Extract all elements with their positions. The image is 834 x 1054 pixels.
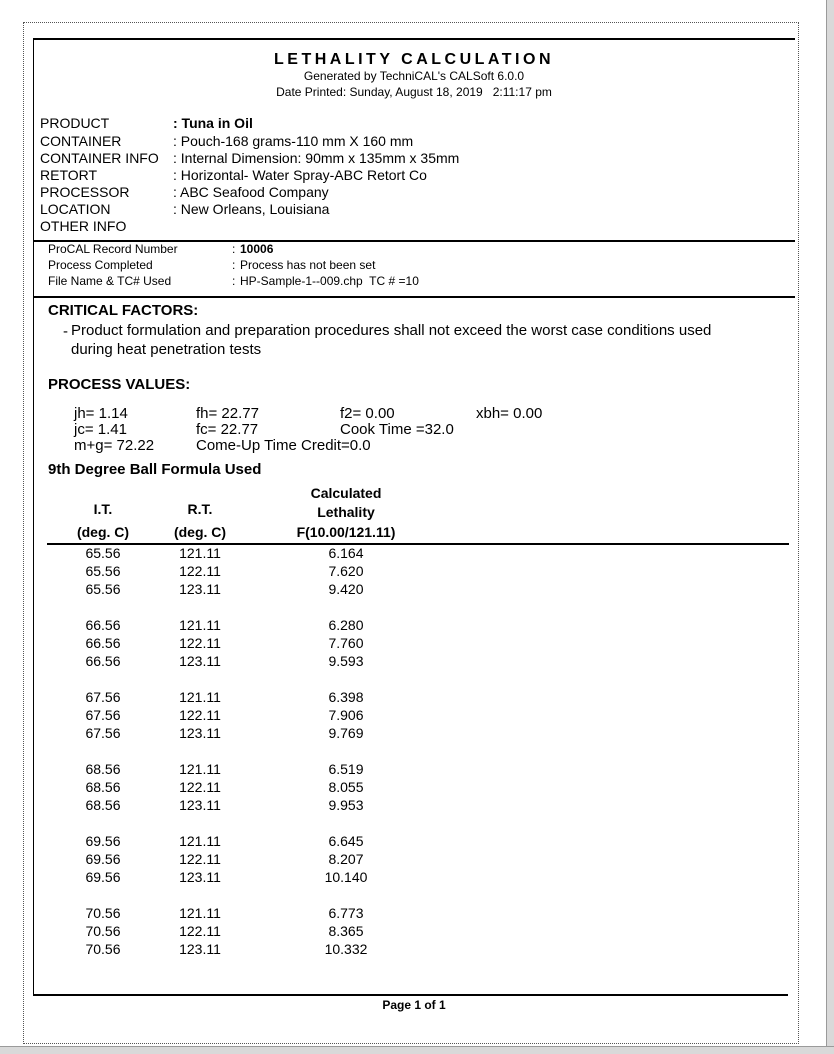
cell-it: 66.56 xyxy=(85,635,121,651)
date-printed: Date Printed: Sunday, August 18, 2019 2:11:17 pm xyxy=(276,85,552,99)
col-lethality-header-2: Lethality xyxy=(317,504,375,520)
label-process-completed: Process Completed xyxy=(48,258,153,272)
cell-rt: 123.11 xyxy=(179,941,221,957)
label-processor: PROCESSOR xyxy=(40,184,130,200)
pv-xbh: xbh= 0.00 xyxy=(476,405,543,422)
cell-it: 69.56 xyxy=(85,833,121,849)
cell-it: 68.56 xyxy=(85,797,121,813)
critical-factor-bullet: - xyxy=(63,323,68,340)
label-file-name: File Name & TC# Used xyxy=(48,274,172,288)
table-row xyxy=(0,580,500,598)
cell-rt: 122.11 xyxy=(179,779,221,795)
cell-it: 66.56 xyxy=(85,653,121,669)
cell-it: 69.56 xyxy=(85,869,121,885)
cell-lethality: 9.420 xyxy=(328,581,364,597)
cell-lethality: 8.365 xyxy=(328,923,364,939)
col-it-header-2: (deg. C) xyxy=(76,524,130,540)
cell-rt: 121.11 xyxy=(179,761,221,777)
pv-mg: m+g= 72.22 xyxy=(74,437,155,454)
value-product: : Tuna in Oil xyxy=(173,115,253,131)
cell-it: 66.56 xyxy=(85,617,121,633)
table-row xyxy=(0,634,500,652)
col-lethality-header-1: Calculated xyxy=(310,485,382,501)
value-file-name: HP-Sample-1--009.chp TC # =10 xyxy=(240,274,419,288)
cell-lethality: 6.519 xyxy=(328,761,364,777)
table-row xyxy=(0,706,500,724)
table-row xyxy=(0,904,500,922)
process-values-heading: PROCESS VALUES: xyxy=(48,376,191,393)
table-row xyxy=(0,616,500,634)
table-row xyxy=(0,796,500,814)
label-container: CONTAINER xyxy=(40,133,122,149)
label-other-info: OTHER INFO xyxy=(40,218,127,234)
cell-rt: 121.11 xyxy=(179,905,221,921)
table-row xyxy=(0,544,500,562)
cell-rt: 123.11 xyxy=(179,869,221,885)
cell-rt: 121.11 xyxy=(179,833,221,849)
table-row xyxy=(0,652,500,670)
cell-it: 68.56 xyxy=(85,761,121,777)
cell-rt: 123.11 xyxy=(179,725,221,741)
cell-rt: 121.11 xyxy=(179,689,221,705)
cell-lethality: 9.769 xyxy=(328,725,364,741)
cell-rt: 121.11 xyxy=(179,617,221,633)
formula-used: 9th Degree Ball Formula Used xyxy=(48,461,262,478)
critical-factors-heading: CRITICAL FACTORS: xyxy=(48,302,199,319)
cell-it: 65.56 xyxy=(85,581,121,597)
critical-factor-line-1: Product formulation and preparation procedures shall not exceed the worst case conditions used xyxy=(71,322,712,339)
cell-rt: 122.11 xyxy=(179,635,221,651)
label-retort: RETORT xyxy=(40,167,98,183)
record-separator xyxy=(33,296,795,298)
table-row xyxy=(0,688,500,706)
cell-lethality: 9.953 xyxy=(328,797,364,813)
value-location: : New Orleans, Louisiana xyxy=(173,201,330,217)
cell-rt: 123.11 xyxy=(179,581,221,597)
col-rt-header-1: R.T. xyxy=(187,501,213,517)
table-row xyxy=(0,868,500,886)
table-row xyxy=(0,778,500,796)
cell-lethality: 9.593 xyxy=(328,653,364,669)
cell-lethality: 6.164 xyxy=(328,545,364,561)
pv-fh: fh= 22.77 xyxy=(196,405,259,422)
value-process-completed: Process has not been set xyxy=(240,258,376,272)
cell-rt: 122.11 xyxy=(179,923,221,939)
col-it-header-1: I.T. xyxy=(93,501,113,517)
cell-it: 68.56 xyxy=(85,779,121,795)
value-processor: : ABC Seafood Company xyxy=(173,184,329,200)
cell-rt: 122.11 xyxy=(179,563,221,579)
table-row xyxy=(0,562,500,580)
cell-lethality: 7.620 xyxy=(328,563,364,579)
col-rt-header-2: (deg. C) xyxy=(173,524,227,540)
pv-come-up-time: Come-Up Time Credit=0.0 xyxy=(196,437,371,454)
pv-jh: jh= 1.14 xyxy=(74,405,128,422)
cell-it: 67.56 xyxy=(85,725,121,741)
cell-lethality: 6.398 xyxy=(328,689,364,705)
table-row xyxy=(0,940,500,958)
label-record-number: ProCAL Record Number xyxy=(48,242,178,256)
cell-lethality: 6.645 xyxy=(328,833,364,849)
cell-rt: 121.11 xyxy=(179,545,221,561)
cell-lethality: 6.773 xyxy=(328,905,364,921)
colon-file-name: : xyxy=(232,274,236,288)
label-product: PRODUCT xyxy=(40,115,110,131)
cell-lethality: 10.140 xyxy=(324,869,368,885)
colon-record-number: : xyxy=(232,242,236,256)
cell-rt: 122.11 xyxy=(179,707,221,723)
table-row xyxy=(0,850,500,868)
pv-cook-time: Cook Time =32.0 xyxy=(340,421,454,438)
cell-lethality: 8.207 xyxy=(328,851,364,867)
cell-it: 67.56 xyxy=(85,707,121,723)
value-container-info: : Internal Dimension: 90mm x 135mm x 35mm xyxy=(173,150,460,166)
cell-lethality: 10.332 xyxy=(324,941,368,957)
cell-lethality: 6.280 xyxy=(328,617,364,633)
label-container-info: CONTAINER INFO xyxy=(40,150,159,166)
table-row xyxy=(0,922,500,940)
pv-fc: fc= 22.77 xyxy=(196,421,259,438)
cell-it: 70.56 xyxy=(85,923,121,939)
cell-it: 70.56 xyxy=(85,905,121,921)
page-title: LETHALITY CALCULATION xyxy=(274,51,554,68)
pv-jc: jc= 1.41 xyxy=(74,421,127,438)
cell-it: 65.56 xyxy=(85,545,121,561)
cell-lethality: 7.906 xyxy=(328,707,364,723)
window-right-edge xyxy=(826,0,834,1053)
cell-rt: 123.11 xyxy=(179,797,221,813)
bottom-rule xyxy=(33,994,788,996)
cell-lethality: 7.760 xyxy=(328,635,364,651)
generated-by: Generated by TechniCAL's CALSoft 6.0.0 xyxy=(303,69,525,83)
cell-rt: 122.11 xyxy=(179,851,221,867)
critical-factor-line-2: during heat penetration tests xyxy=(71,341,262,358)
cell-it: 69.56 xyxy=(85,851,121,867)
value-retort: : Horizontal- Water Spray-ABC Retort Co xyxy=(173,167,427,183)
pv-f2: f2= 0.00 xyxy=(340,405,395,422)
col-lethality-header-3: F(10.00/121.11) xyxy=(296,524,396,540)
page-number: Page 1 of 1 xyxy=(382,998,446,1012)
table-row xyxy=(0,724,500,742)
cell-it: 70.56 xyxy=(85,941,121,957)
table-row xyxy=(0,760,500,778)
top-rule xyxy=(33,38,795,40)
cell-lethality: 8.055 xyxy=(328,779,364,795)
cell-it: 65.56 xyxy=(85,563,121,579)
colon-process-completed: : xyxy=(232,258,236,272)
value-record-number: 10006 xyxy=(240,242,274,256)
table-row xyxy=(0,832,500,850)
cell-rt: 123.11 xyxy=(179,653,221,669)
cell-it: 67.56 xyxy=(85,689,121,705)
value-container: : Pouch-168 grams-110 mm X 160 mm xyxy=(173,133,414,149)
label-location: LOCATION xyxy=(40,201,111,217)
